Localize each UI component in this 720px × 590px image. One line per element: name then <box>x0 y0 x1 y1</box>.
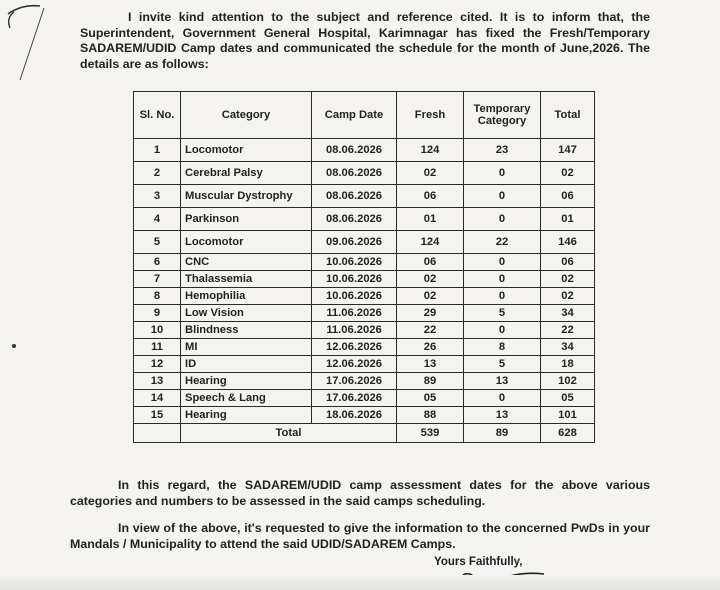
header-fresh: Fresh <box>397 92 464 139</box>
total-label: Total <box>181 424 397 443</box>
row-fresh: 29 <box>397 305 464 322</box>
row-total: 22 <box>541 322 595 339</box>
row-fresh: 02 <box>397 271 464 288</box>
row-total: 06 <box>541 185 595 208</box>
row-temporary: 8 <box>464 339 541 356</box>
row-temporary: 22 <box>464 231 541 254</box>
table-row <box>134 231 595 254</box>
header-sl-no: Sl. No. <box>134 92 181 139</box>
row-total: 146 <box>541 231 595 254</box>
row-sl-no: 11 <box>134 339 181 356</box>
row-fresh: 05 <box>397 390 464 407</box>
row-temporary: 13 <box>464 407 541 424</box>
row-temporary: 0 <box>464 185 541 208</box>
row-temporary: 0 <box>464 254 541 271</box>
row-total: 02 <box>541 288 595 305</box>
row-fresh: 13 <box>397 356 464 373</box>
header-camp-date: Camp Date <box>312 92 397 139</box>
row-camp-date: 17.06.2026 <box>312 373 397 390</box>
row-total: 102 <box>541 373 595 390</box>
row-fresh: 89 <box>397 373 464 390</box>
intro-paragraph: I invite kind attention to the subject and reference cited. It is to inform that, the Superintendent, Government General Hospital, Karimnagar has fixed the Fresh/Temporary SADAREM/UDID Camp dates and communicated the schedule for the month of June,2026. The details are as follows: <box>80 10 650 71</box>
row-category: Speech & Lang <box>181 390 312 407</box>
header-total: Total <box>541 92 595 139</box>
margin-dot <box>12 344 16 348</box>
row-sl-no: 7 <box>134 271 181 288</box>
row-sl-no: 9 <box>134 305 181 322</box>
row-fresh: 02 <box>397 162 464 185</box>
row-temporary: 0 <box>464 288 541 305</box>
row-temporary: 23 <box>464 139 541 162</box>
row-total: 02 <box>541 271 595 288</box>
header-temporary: Temporary Category <box>464 92 541 139</box>
row-total: 06 <box>541 254 595 271</box>
row-total: 18 <box>541 356 595 373</box>
row-camp-date: 09.06.2026 <box>312 231 397 254</box>
row-sl-no: 10 <box>134 322 181 339</box>
row-fresh: 88 <box>397 407 464 424</box>
row-category: Locomotor <box>181 139 312 162</box>
row-sl-no: 13 <box>134 373 181 390</box>
row-temporary: 0 <box>464 208 541 231</box>
row-sl-no: 15 <box>134 407 181 424</box>
table-row <box>134 305 595 322</box>
row-total: 34 <box>541 339 595 356</box>
table-row <box>134 185 595 208</box>
row-category: Low Vision <box>181 305 312 322</box>
header-category: Category <box>181 92 312 139</box>
row-sl-no: 14 <box>134 390 181 407</box>
row-sl-no: 1 <box>134 139 181 162</box>
row-temporary: 13 <box>464 373 541 390</box>
row-sl-no: 8 <box>134 288 181 305</box>
row-temporary: 0 <box>464 322 541 339</box>
row-category: Hearing <box>181 373 312 390</box>
row-total: 34 <box>541 305 595 322</box>
row-category: Muscular Dystrophy <box>181 185 312 208</box>
row-temporary: 5 <box>464 305 541 322</box>
row-fresh: 124 <box>397 231 464 254</box>
row-camp-date: 08.06.2026 <box>312 162 397 185</box>
row-total: 101 <box>541 407 595 424</box>
row-category: Parkinson <box>181 208 312 231</box>
request-paragraph: In view of the above, it's requested to give the information to the concerned PwDs in your Mandals / Municipality to attend the said UDID/SADAREM Camps. <box>70 521 650 551</box>
row-camp-date: 11.06.2026 <box>312 322 397 339</box>
handwritten-mark-icon <box>0 0 60 90</box>
row-fresh: 26 <box>397 339 464 356</box>
row-sl-no: 6 <box>134 254 181 271</box>
row-total: 02 <box>541 162 595 185</box>
table-row <box>134 373 595 390</box>
row-category: Locomotor <box>181 231 312 254</box>
table-row <box>134 271 595 288</box>
row-temporary: 0 <box>464 390 541 407</box>
row-fresh: 124 <box>397 139 464 162</box>
table-row <box>134 356 595 373</box>
table-row <box>134 139 595 162</box>
row-category: Thalassemia <box>181 271 312 288</box>
row-category: CNC <box>181 254 312 271</box>
row-category: Hemophilia <box>181 288 312 305</box>
total-empty-cell <box>134 424 181 443</box>
page-bottom-shadow <box>0 575 720 590</box>
row-total: 01 <box>541 208 595 231</box>
table-row <box>134 254 595 271</box>
row-temporary: 5 <box>464 356 541 373</box>
total-overall: 628 <box>541 424 595 443</box>
row-fresh: 02 <box>397 288 464 305</box>
row-camp-date: 12.06.2026 <box>312 339 397 356</box>
signoff-text: Yours Faithfully, <box>434 556 523 568</box>
row-sl-no: 5 <box>134 231 181 254</box>
assessment-paragraph: In this regard, the SADAREM/UDID camp assessment dates for the above various categories and numbers to be assessed in the said camps scheduling. <box>70 478 650 508</box>
row-sl-no: 2 <box>134 162 181 185</box>
row-category: Hearing <box>181 407 312 424</box>
total-temporary: 89 <box>464 424 541 443</box>
row-camp-date: 18.06.2026 <box>312 407 397 424</box>
table-header-row <box>134 92 595 139</box>
table-row <box>134 288 595 305</box>
row-camp-date: 10.06.2026 <box>312 271 397 288</box>
row-fresh: 22 <box>397 322 464 339</box>
row-total: 147 <box>541 139 595 162</box>
row-camp-date: 12.06.2026 <box>312 356 397 373</box>
row-temporary: 0 <box>464 162 541 185</box>
row-fresh: 06 <box>397 254 464 271</box>
camp-schedule-table <box>133 91 595 443</box>
row-camp-date: 08.06.2026 <box>312 185 397 208</box>
table-row <box>134 208 595 231</box>
row-camp-date: 08.06.2026 <box>312 139 397 162</box>
table-row <box>134 390 595 407</box>
row-fresh: 01 <box>397 208 464 231</box>
row-category: MI <box>181 339 312 356</box>
row-temporary: 0 <box>464 271 541 288</box>
table-row <box>134 162 595 185</box>
table-row <box>134 322 595 339</box>
row-camp-date: 10.06.2026 <box>312 254 397 271</box>
total-fresh: 539 <box>397 424 464 443</box>
row-camp-date: 11.06.2026 <box>312 305 397 322</box>
row-category: Cerebral Palsy <box>181 162 312 185</box>
table-row <box>134 339 595 356</box>
row-category: Blindness <box>181 322 312 339</box>
row-sl-no: 12 <box>134 356 181 373</box>
row-camp-date: 17.06.2026 <box>312 390 397 407</box>
row-total: 05 <box>541 390 595 407</box>
row-camp-date: 10.06.2026 <box>312 288 397 305</box>
row-sl-no: 4 <box>134 208 181 231</box>
row-category: ID <box>181 356 312 373</box>
row-fresh: 06 <box>397 185 464 208</box>
table-row <box>134 407 595 424</box>
row-sl-no: 3 <box>134 185 181 208</box>
table-total-row <box>134 424 595 443</box>
row-camp-date: 08.06.2026 <box>312 208 397 231</box>
